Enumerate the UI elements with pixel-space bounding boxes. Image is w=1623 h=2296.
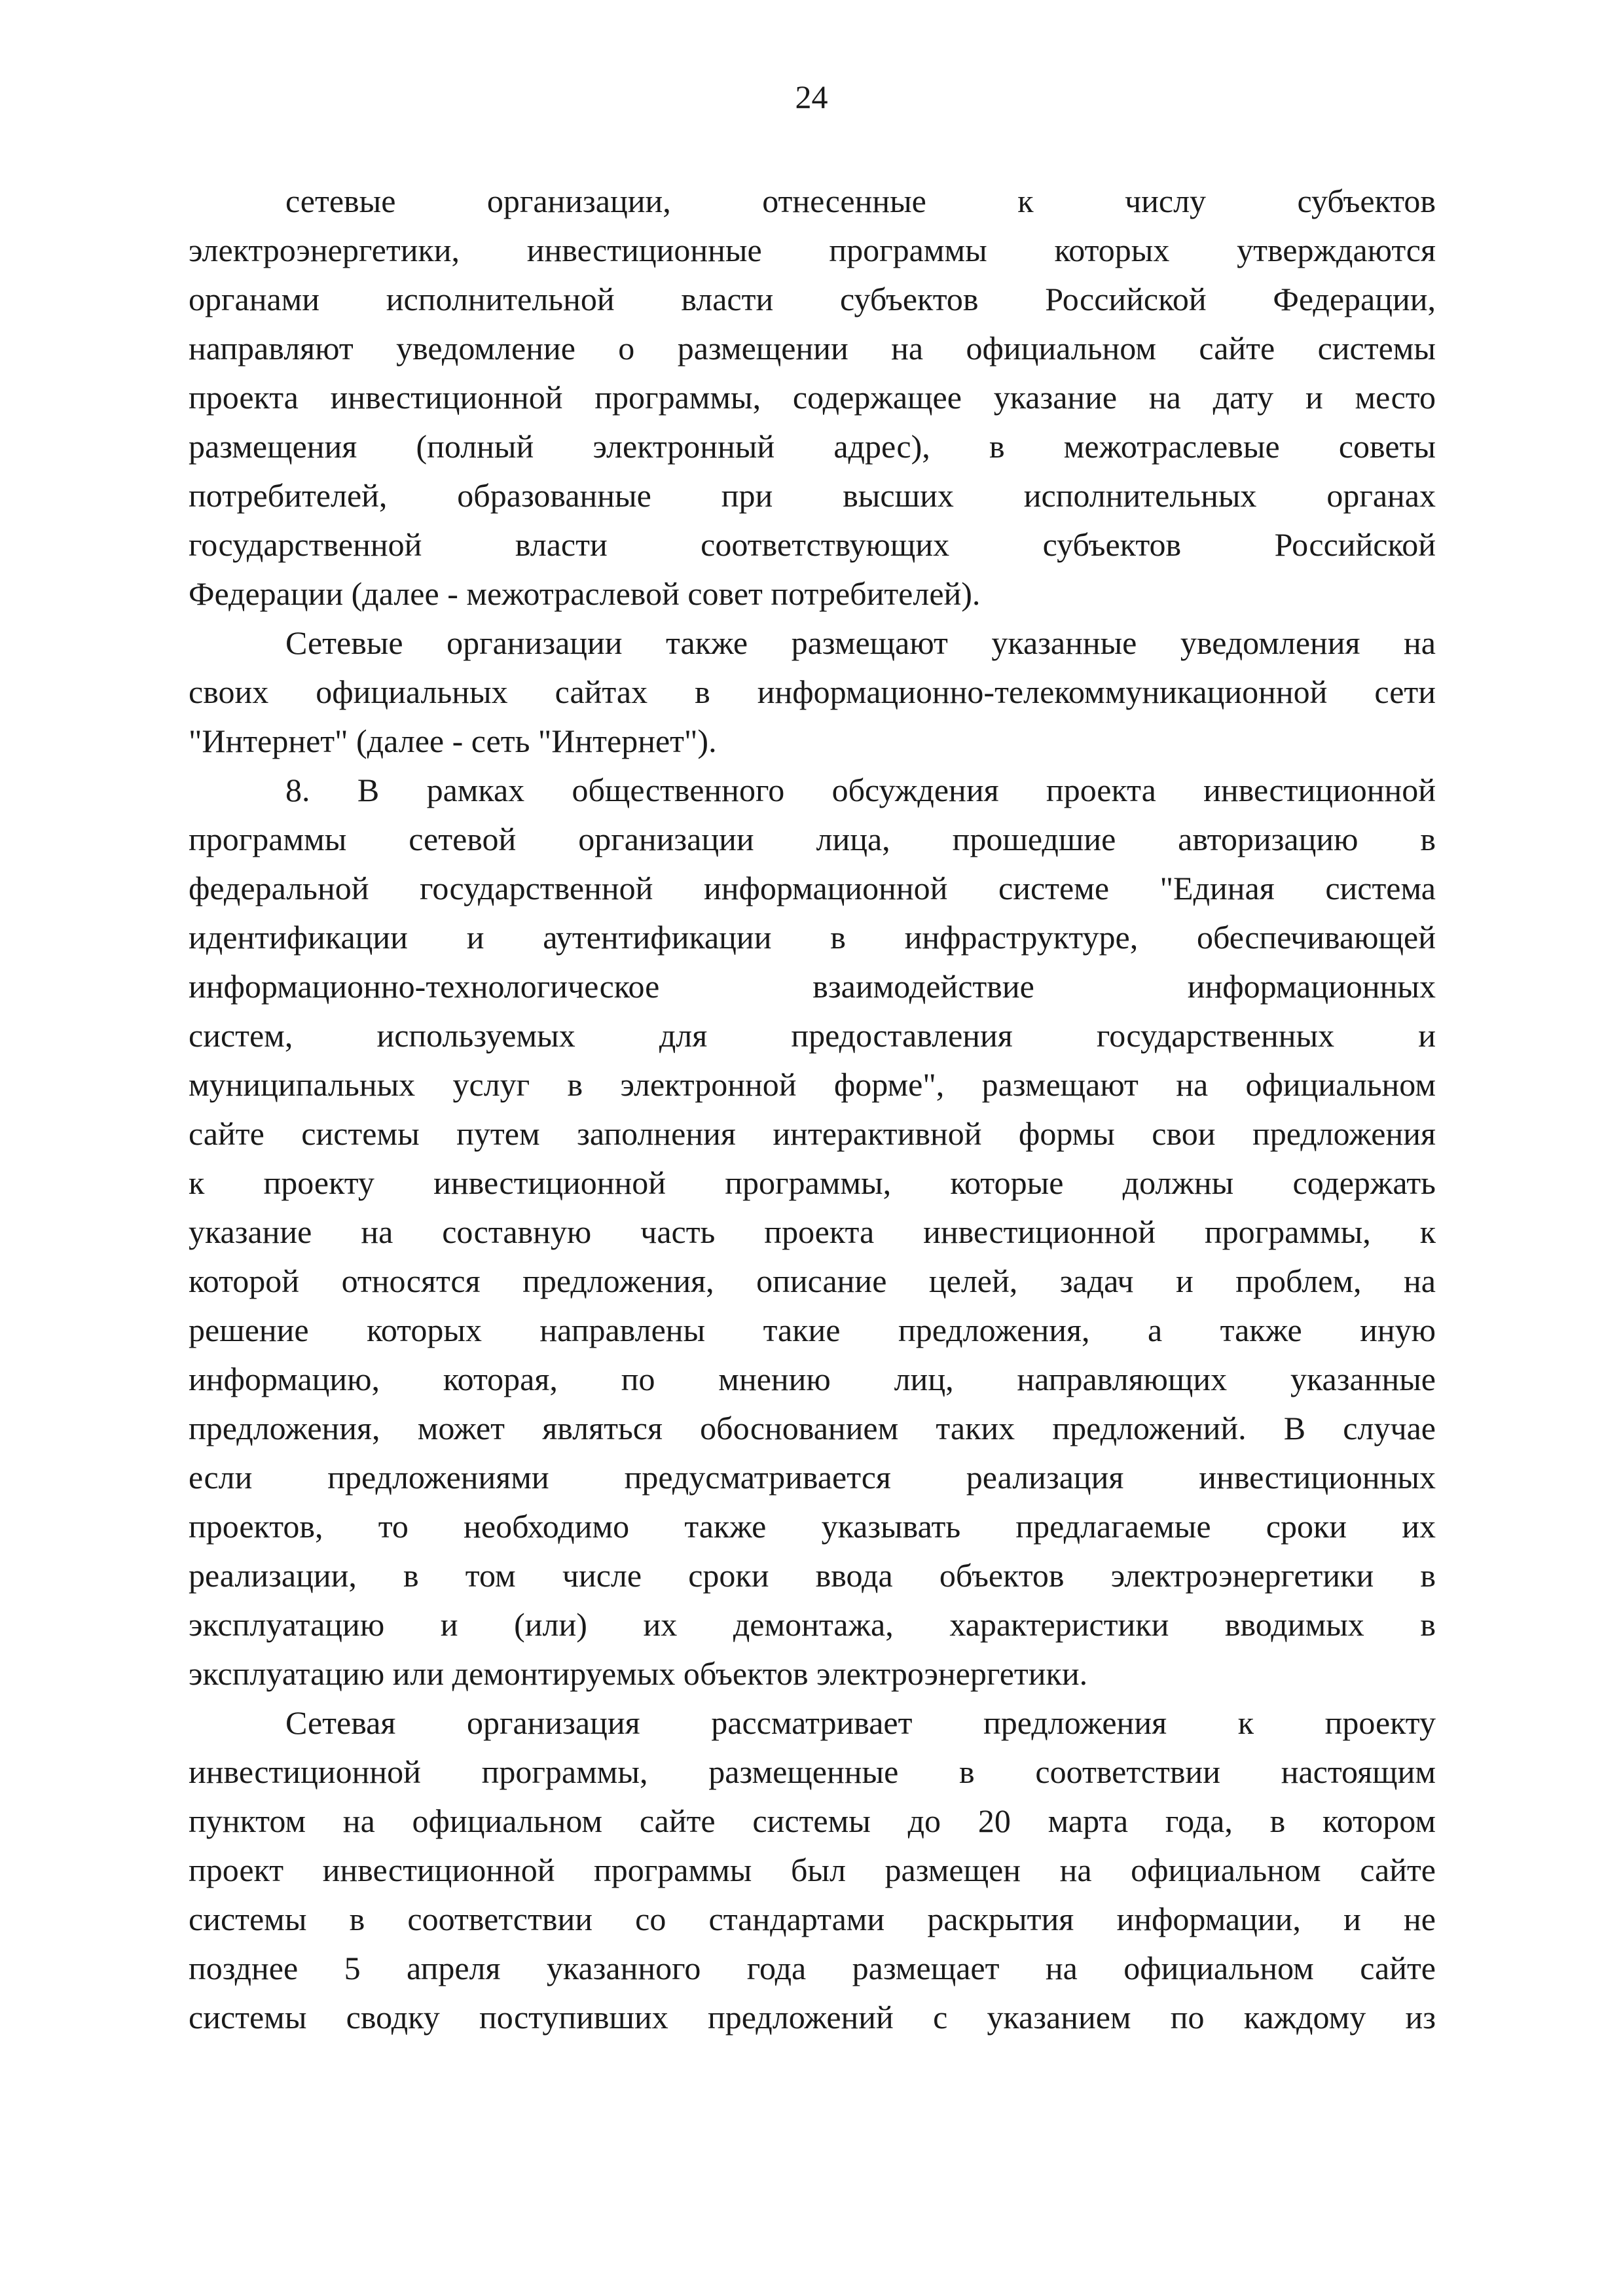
text-line: размещения (полный электронный адрес), в межотраслевые советы — [189, 428, 1436, 465]
text-line: предложения, может являться обоснованием таких предложений. В случае — [189, 1410, 1436, 1446]
text-line: реализации, в том числе сроки ввода объектов электроэнергетики в — [189, 1557, 1436, 1594]
paragraph — [189, 766, 1436, 1698]
text-line: "Интернет" (далее - сеть "Интернет"). — [189, 723, 717, 759]
text-line: инвестиционной программы, размещенные в соответствии настоящим — [189, 1753, 1436, 1790]
text-line: позднее 5 апреля указанного года размещает на официальном сайте — [189, 1950, 1436, 1986]
text-line: государственной власти соответствующих субъектов Российской — [189, 526, 1436, 563]
text-line: электроэнергетики, инвестиционные программы которых утверждаются — [189, 232, 1436, 268]
text-line: проектов, то необходимо также указывать предлагаемые сроки их — [189, 1508, 1436, 1545]
text-line: федеральной государственной информационной системе "Единая система — [189, 870, 1436, 906]
text-line: сайте системы путем заполнения интерактивной формы свои предложения — [189, 1115, 1436, 1152]
text-line: Федерации (далее - межотраслевой совет потребителей). — [189, 575, 981, 612]
text-line: 8. В рамках общественного обсуждения проекта инвестиционной — [285, 772, 1436, 808]
text-line: направляют уведомление о размещении на официальном сайте системы — [189, 330, 1436, 367]
text-line: органами исполнительной власти субъектов Российской Федерации, — [189, 281, 1436, 317]
paragraph — [189, 177, 1436, 619]
text-line: решение которых направлены такие предложения, а также иную — [189, 1312, 1436, 1348]
text-line: систем, используемых для предоставления государственных и — [189, 1017, 1436, 1054]
document-body — [189, 177, 1436, 2042]
text-line: программы сетевой организации лица, прошедшие авторизацию в — [189, 821, 1436, 857]
text-line: если предложениями предусматривается реализация инвестиционных — [189, 1459, 1436, 1496]
text-line: проект инвестиционной программы был размещен на официальном сайте — [189, 1852, 1436, 1888]
text-line: эксплуатацию и (или) их демонтажа, характеристики вводимых в — [189, 1606, 1436, 1643]
text-line: пунктом на официальном сайте системы до 20 марта года, в котором — [189, 1803, 1436, 1839]
text-line: системы сводку поступивших предложений с указанием по каждому из — [189, 1999, 1436, 2036]
text-line: информацию, которая, по мнению лиц, направляющих указанные — [189, 1361, 1436, 1397]
text-line: потребителей, образованные при высших исполнительных органах — [189, 477, 1436, 514]
text-line: муниципальных услуг в электронной форме", размещают на официальном — [189, 1066, 1436, 1103]
text-line: к проекту инвестиционной программы, которые должны содержать — [189, 1164, 1436, 1201]
text-line: информационно-технологическое взаимодействие информационных — [189, 968, 1436, 1005]
text-line: системы в соответствии со стандартами раскрытия информации, и не — [189, 1901, 1436, 1937]
page-number: 24 — [795, 79, 828, 115]
text-line: которой относятся предложения, описание целей, задач и проблем, на — [189, 1263, 1436, 1299]
text-line: идентификации и аутентификации в инфраструктуре, обеспечивающей — [189, 919, 1436, 956]
paragraph — [189, 1698, 1436, 2042]
text-line: эксплуатацию или демонтируемых объектов электроэнергетики. — [189, 1655, 1088, 1692]
paragraph — [189, 619, 1436, 766]
text-line: проекта инвестиционной программы, содержащее указание на дату и место — [189, 379, 1436, 416]
text-line: указание на составную часть проекта инвестиционной программы, к — [189, 1213, 1436, 1250]
text-line: Сетевые организации также размещают указанные уведомления на — [285, 624, 1436, 661]
text-line: Сетевая организация рассматривает предложения к проекту — [285, 1704, 1436, 1741]
text-line: сетевые организации, отнесенные к числу субъектов — [285, 183, 1436, 219]
text-line: своих официальных сайтах в информационно-телекоммуникационной сети — [189, 673, 1436, 710]
